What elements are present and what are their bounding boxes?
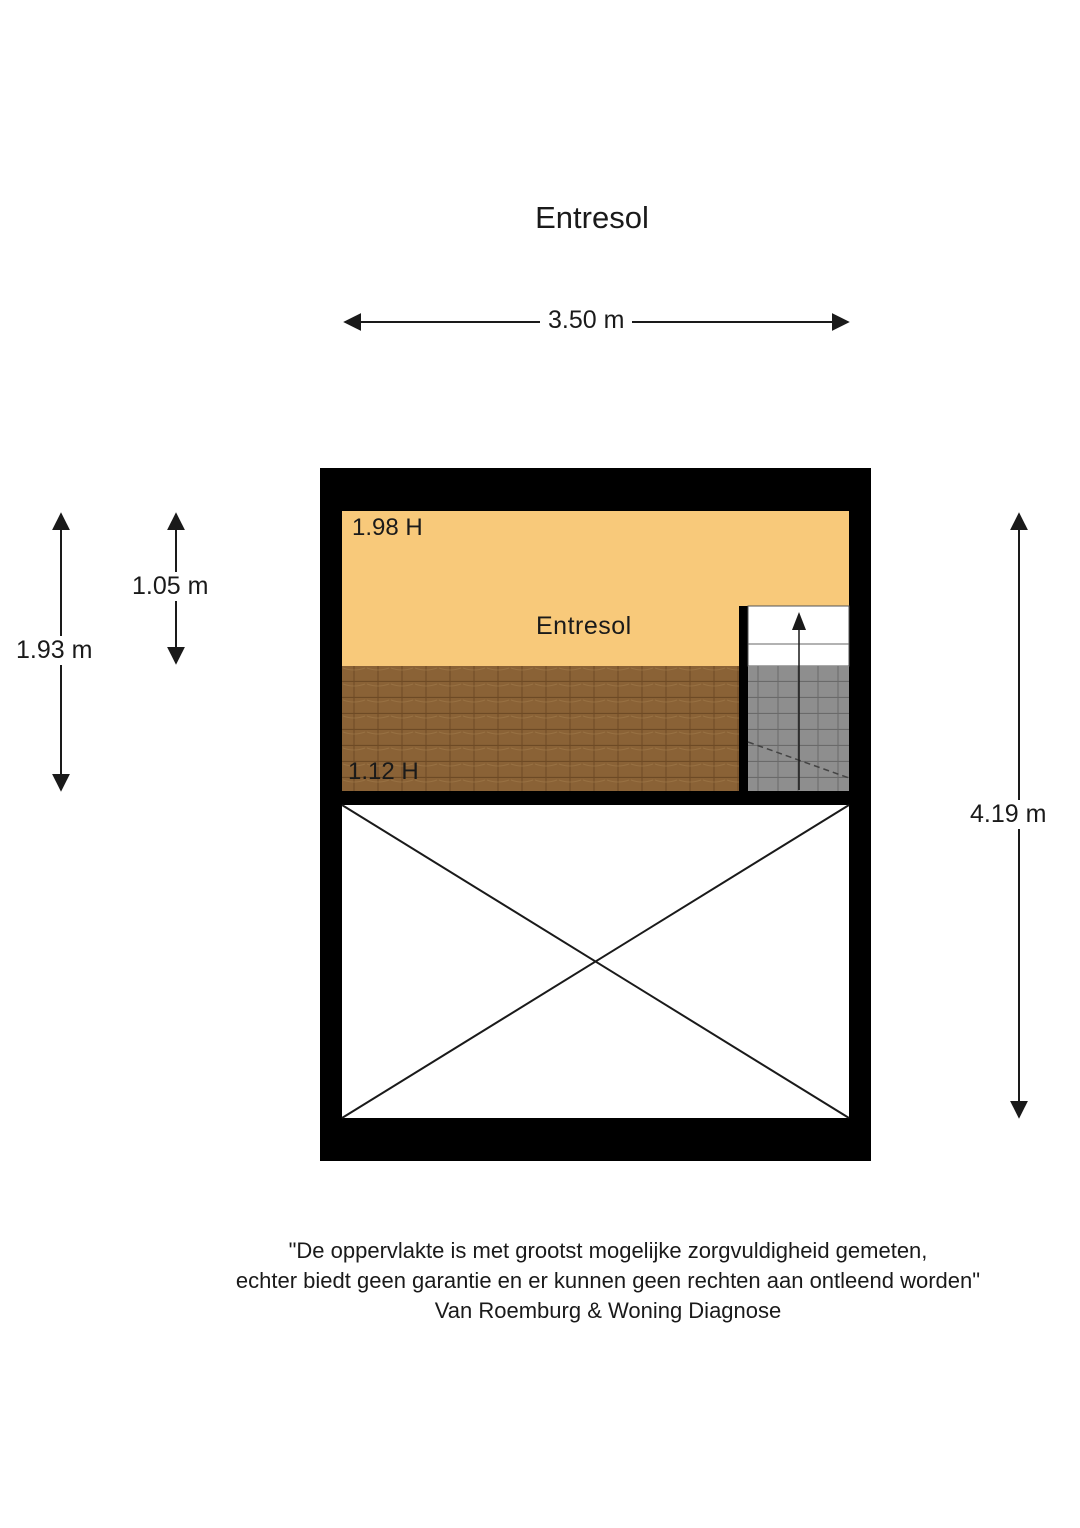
interior-wall: [342, 791, 849, 805]
room-name-label: Entresol: [536, 612, 632, 640]
disclaimer-line-1: "De oppervlakte is met grootst mogelijke zorgvuldigheid gemeten,: [288, 1238, 928, 1263]
depth-dimension-label: 4.19 m: [970, 800, 1047, 828]
floor-title: Entresol: [535, 200, 649, 235]
height-dimension-label-193: 1.93 m: [16, 636, 93, 664]
disclaimer: [0, 1236, 1080, 1326]
height-dimension-label-105: 1.05 m: [132, 572, 209, 600]
stair-wall: [739, 606, 748, 792]
width-dimension-label: 3.50 m: [540, 306, 632, 335]
disclaimer-line-2: echter biedt geen garantie en er kunnen geen rechten aan ontleend worden": [235, 1268, 981, 1293]
disclaimer-line-3: Van Roemburg & Woning Diagnose: [434, 1298, 782, 1323]
ceiling-height-low-label: 1.12 H: [348, 758, 419, 785]
ceiling-height-high-label: 1.98 H: [352, 514, 423, 541]
